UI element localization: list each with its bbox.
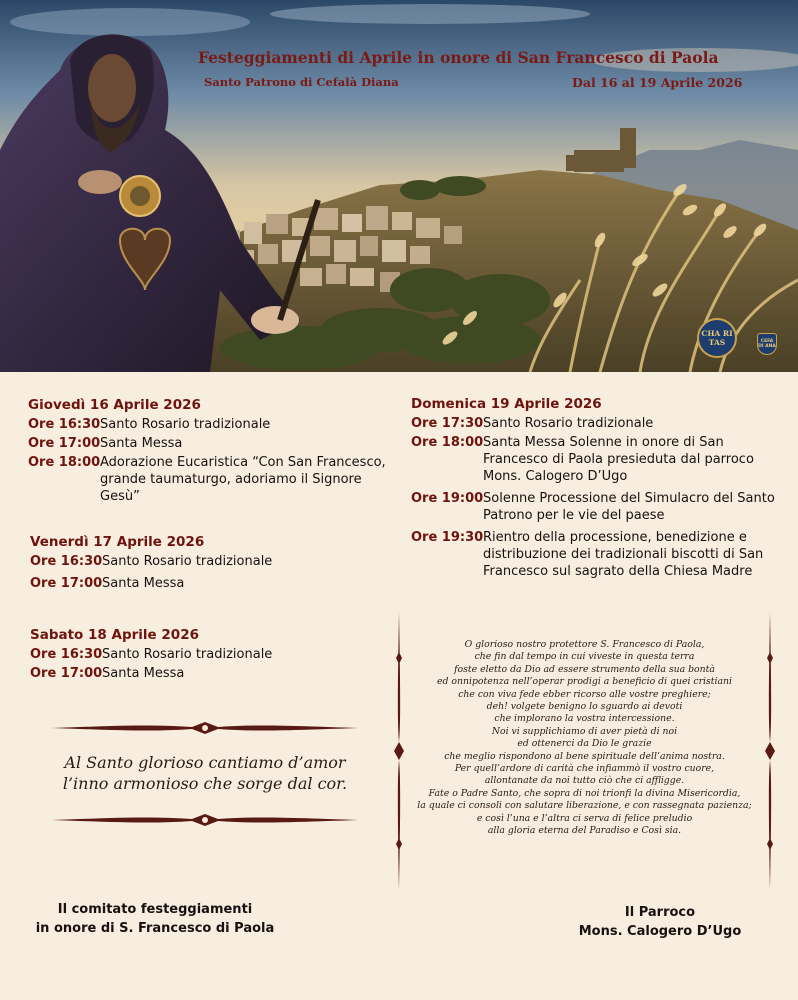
day-saturday xyxy=(30,627,370,684)
event-time: Ore 17:00 xyxy=(28,436,101,451)
event-description: Adorazione Eucaristica “Con San Francesco, grande taumaturgo, adoriamo il Signore Gesù” xyxy=(100,455,386,504)
event-description: Santo Rosario tradizionale xyxy=(100,417,271,432)
event-row xyxy=(411,434,781,485)
cloud xyxy=(270,4,590,24)
event-description: Santo Rosario tradizionale xyxy=(102,554,273,569)
event-row xyxy=(411,490,781,524)
prayer-line: foste eletto da Dio ad essere strumento della sua bontà xyxy=(454,663,715,675)
signature-line: in onore di S. Francesco di Paola xyxy=(35,921,275,936)
event-row xyxy=(30,646,370,663)
prayer-line: alla gloria eterna del Paradiso e Così sia. xyxy=(487,825,682,837)
signature-line: Mons. Calogero D’Ugo xyxy=(578,924,742,939)
day-thursday xyxy=(28,397,398,507)
page-title: Festeggiamenti di Aprile in onore di San Francesco di Paola xyxy=(198,48,719,67)
signature-line: Il comitato festeggiamenti xyxy=(57,902,253,917)
event-time: Ore 18:00 xyxy=(411,435,484,450)
event-time: Ore 19:00 xyxy=(411,491,484,506)
event-description: Santo Rosario tradizionale xyxy=(483,416,654,431)
event-row xyxy=(28,454,398,505)
prayer-line: allontanate da noi tutto ciò che ci affligge. xyxy=(484,775,685,787)
prayer-line: che implorano la vostra intercessione. xyxy=(494,713,675,725)
hero-banner xyxy=(0,0,798,372)
event-time: Ore 17:30 xyxy=(411,416,484,431)
day-sunday xyxy=(411,396,781,585)
ornamental-divider xyxy=(52,812,358,828)
event-row xyxy=(30,553,370,570)
prayer-line: Per quell’ardore di carità che infiammò il vostro cuore, xyxy=(454,763,715,775)
event-description: Solenne Processione del Simulacro del Santo Patrono per le vie del paese xyxy=(483,491,775,523)
ornamental-vertical-line xyxy=(393,612,405,890)
day-title: Sabato 18 Aprile 2026 xyxy=(30,627,199,643)
prayer-line: O glorioso nostro protettore S. Francesco di Paola, xyxy=(464,639,705,650)
prayer-line: che fin dal tempo in cui viveste in questa terra xyxy=(474,651,695,663)
event-row xyxy=(411,415,781,432)
motto-line: l’inno armonioso che sorge dal cor. xyxy=(62,774,348,793)
event-row xyxy=(28,435,398,452)
ornamental-vertical-line xyxy=(764,612,776,890)
priest-signature xyxy=(560,903,760,941)
event-time: Ore 17:00 xyxy=(30,576,103,591)
ornamental-divider xyxy=(52,720,358,736)
caritas-logo: CHA RI TAS xyxy=(697,318,737,358)
prayer-line: che meglio rispondono al bene spirituale dell’anima nostra. xyxy=(444,750,725,762)
prayer-line: ed onnipotenza nell’operar prodigi a beneficio di quei cristiani xyxy=(437,676,732,688)
event-dates: Dal 16 al 19 Aprile 2026 xyxy=(572,75,743,90)
prayer-line: deh! volgete benigno lo sguardo ai devoti xyxy=(486,701,683,713)
prayer-line: ed ottenerci da Dio le grazie xyxy=(517,738,652,750)
event-description: Santo Rosario tradizionale xyxy=(102,647,273,662)
hymn-motto xyxy=(40,752,370,794)
event-row xyxy=(28,416,398,433)
event-time: Ore 16:30 xyxy=(30,647,103,662)
motto-line: Al Santo glorioso cantiamo d’amor xyxy=(64,753,346,772)
signature-line: Il Parroco xyxy=(624,905,696,920)
event-row xyxy=(30,665,370,682)
event-description: Santa Messa xyxy=(102,576,185,591)
event-time: Ore 19:30 xyxy=(411,530,484,545)
event-row xyxy=(411,529,781,580)
event-description: Santa Messa xyxy=(100,436,183,451)
prayer-line: la quale ci consoli con salutare liberazione, e con rassegnata pazienza; xyxy=(417,800,752,812)
event-time: Ore 18:00 xyxy=(28,455,101,470)
event-row xyxy=(30,575,370,592)
event-description: Santa Messa xyxy=(102,666,185,681)
town-crest-logo: CEFA DI ANA xyxy=(757,333,777,355)
day-title: Giovedì 16 Aprile 2026 xyxy=(28,397,201,413)
event-description: Rientro della processione, benedizione e distribuzione dei tradizionali biscotti di San Francesco sul sagrato della Chiesa Madre xyxy=(483,530,764,579)
day-title: Venerdì 17 Aprile 2026 xyxy=(30,534,205,550)
day-friday xyxy=(30,534,370,597)
committee-signature xyxy=(20,900,290,938)
day-title: Domenica 19 Aprile 2026 xyxy=(411,396,602,412)
event-time: Ore 16:30 xyxy=(28,417,101,432)
prayer-text xyxy=(412,639,757,838)
prayer-line: Fate o Padre Santo, che sopra di noi trionfi la divina Misericordia, xyxy=(428,787,741,799)
prayer-line: Noi vi supplichiamo di aver pietà di noi xyxy=(491,725,678,737)
patron-subtitle: Santo Patrono di Cefalà Diana xyxy=(204,75,399,89)
cloud xyxy=(10,8,250,36)
prayer-line: che con viva fede ebber ricorso alle vostre preghiere; xyxy=(458,688,711,700)
event-time: Ore 16:30 xyxy=(30,554,103,569)
prayer-line: e così l’una e l’altra ci serva di felice preludio xyxy=(476,812,693,824)
event-time: Ore 17:00 xyxy=(30,666,103,681)
event-description: Santa Messa Solenne in onore di San Francesco di Paola presieduta dal parroco Mons. Calogero D’Ugo xyxy=(483,435,754,484)
